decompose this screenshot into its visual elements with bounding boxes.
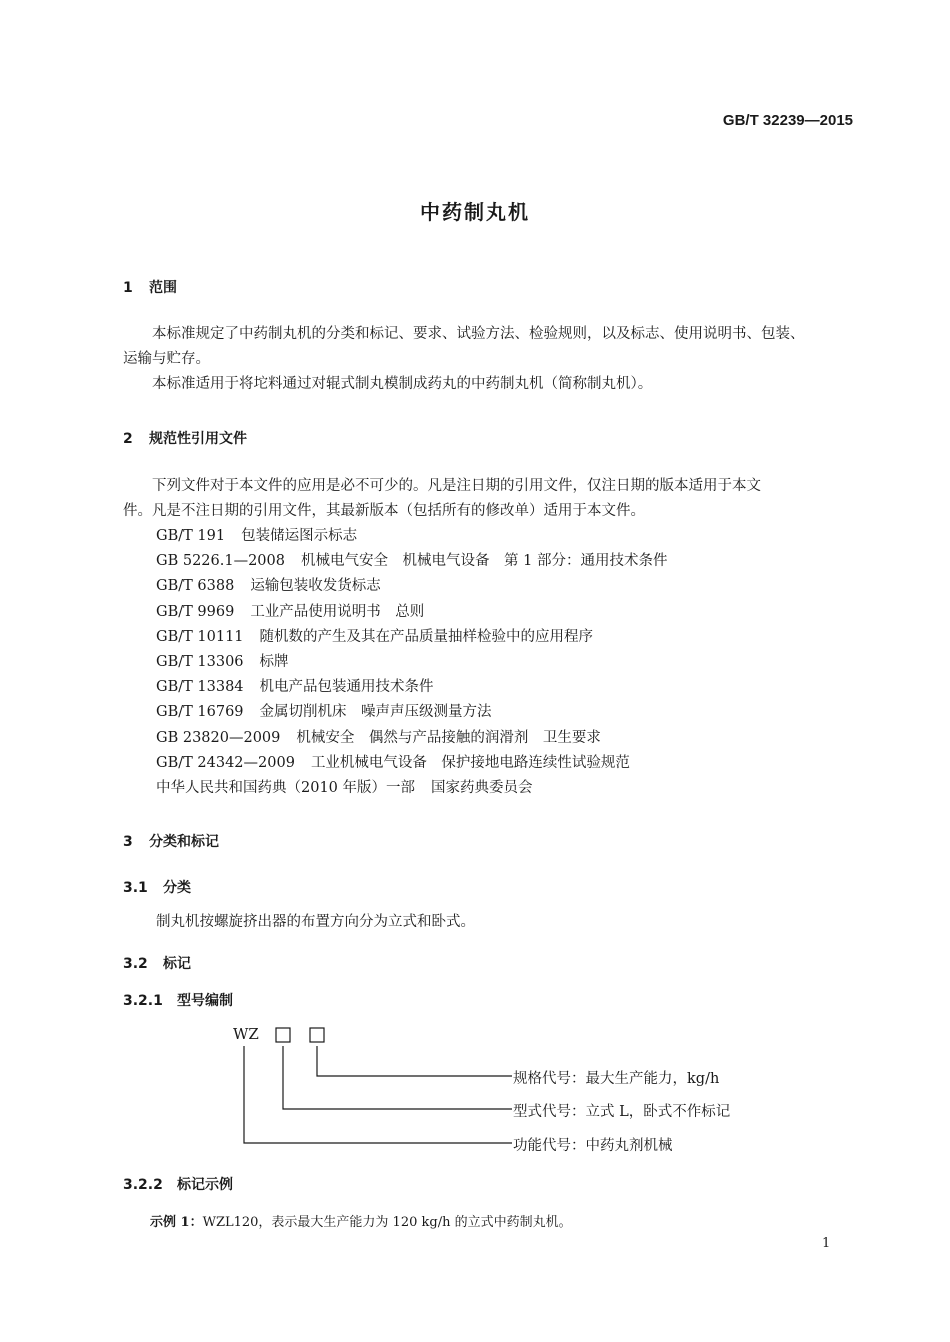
type-code-box: [276, 1028, 290, 1042]
reference-title: 金属切削机床 噪声声压级测量方法: [259, 704, 492, 721]
spec-leader-line: [317, 1046, 512, 1076]
example-label: 示例 1：: [150, 1215, 203, 1230]
reference-item: [156, 776, 667, 801]
section-number: 2: [123, 431, 133, 447]
reference-title: 随机数的产生及其在产品质量抽样检验中的应用程序: [259, 628, 594, 645]
section-3-heading: [123, 831, 219, 851]
reference-title: 运输包装收发货标志: [250, 578, 381, 595]
reference-item: [156, 675, 667, 700]
type-code-label: 型式代号：立式 L，卧式不作标记: [513, 1104, 731, 1120]
reference-item: [156, 524, 667, 549]
reference-title: 工业产品使用说明书 总则: [250, 603, 425, 620]
section-3-2-1-heading: [123, 990, 233, 1010]
section-title: 分类和标记: [149, 834, 219, 850]
function-code-label: 功能代号：中药丸剂机械: [513, 1138, 673, 1154]
reference-code: GB/T 13384: [156, 679, 244, 696]
paragraph: 本标准规定了中药制丸机的分类和标记、要求、试验方法、检验规则，以及标志、使用说明书、包装、: [152, 326, 805, 342]
section-3-2-2-heading: [123, 1174, 233, 1194]
reference-title: 机电产品包装通用技术条件: [259, 679, 434, 696]
document-title: 中药制丸机: [420, 200, 530, 224]
reference-item: [156, 574, 667, 599]
section-title: 标记示例: [177, 1177, 233, 1193]
reference-item: [156, 751, 667, 776]
section-title: 分类: [163, 880, 191, 896]
section-number: 3.2.1: [123, 993, 163, 1009]
reference-item: [156, 600, 667, 625]
section-number: 3.1: [123, 880, 148, 896]
reference-code: GB/T 13306: [156, 654, 244, 671]
reference-code: GB 5226.1—2008: [156, 553, 285, 570]
section-2-heading: [123, 428, 247, 448]
paragraph: 本标准适用于将坨料通过对辊式制丸模制成药丸的中药制丸机（简称制丸机）。: [152, 376, 653, 392]
paragraph: 件。凡是不注日期的引用文件，其最新版本（包括所有的修改单）适用于本文件。: [123, 503, 645, 519]
reference-title: 机械安全 偶然与产品接触的润滑剂 卫生要求: [296, 729, 601, 746]
reference-item: [156, 700, 667, 725]
section-3-1-body: 制丸机按螺旋挤出器的布置方向分为立式和卧式。: [156, 914, 475, 930]
model-prefix: WZ: [233, 1025, 259, 1043]
reference-title: 包装储运图示标志: [241, 528, 358, 544]
section-2-body: [123, 474, 858, 524]
section-3-2-heading: [123, 953, 191, 973]
standard-code: GB/T 32239—2015: [722, 112, 853, 129]
section-title: 范围: [149, 280, 177, 296]
section-3-1-heading: [123, 877, 191, 897]
spec-code-box: [310, 1028, 324, 1042]
reference-code: GB 23820—2009: [156, 729, 281, 746]
reference-code: 中华人民共和国药典（2010 年版）一部: [156, 780, 416, 797]
model-code-diagram: [0, 1020, 950, 1160]
section-number: 3: [123, 834, 133, 850]
reference-item: [156, 650, 667, 675]
reference-title: 机械电气安全 机械电气设备 第 1 部分：通用技术条件: [301, 553, 668, 570]
reference-list: [156, 524, 667, 801]
marking-example: [150, 1211, 572, 1230]
section-number: 1: [123, 280, 133, 296]
func-leader-line: [244, 1046, 512, 1143]
reference-code: GB/T 191: [156, 528, 226, 544]
spec-code-label: 规格代号：最大生产能力，kg/h: [513, 1071, 720, 1087]
reference-code: GB/T 6388: [156, 578, 235, 595]
paragraph: 运输与贮存。: [123, 351, 210, 367]
section-1-heading: [123, 277, 177, 297]
section-title: 规范性引用文件: [149, 431, 247, 447]
paragraph: 下列文件对于本文件的应用是必不可少的。凡是注日期的引用文件，仅注日期的版本适用于本文: [152, 478, 761, 494]
page-number: 1: [822, 1236, 831, 1251]
section-1-body: [123, 322, 858, 397]
reference-item: [156, 726, 667, 751]
section-number: 3.2: [123, 956, 148, 972]
reference-code: GB/T 16769: [156, 704, 244, 721]
reference-code: GB/T 24342—2009: [156, 754, 295, 771]
reference-title: 标牌: [259, 654, 289, 671]
reference-code: GB/T 9969: [156, 603, 235, 620]
reference-title: 国家药典委员会: [431, 780, 533, 797]
section-title: 型号编制: [177, 993, 233, 1009]
reference-code: GB/T 10111: [156, 628, 244, 645]
reference-item: [156, 549, 667, 574]
section-number: 3.2.2: [123, 1177, 163, 1193]
reference-item: [156, 625, 667, 650]
example-text: WZL120，表示最大生产能力为 120 kg/h 的立式中药制丸机。: [202, 1215, 572, 1230]
section-title: 标记: [163, 956, 191, 972]
reference-title: 工业机械电气设备 保护接地电路连续性试验规范: [310, 754, 630, 771]
